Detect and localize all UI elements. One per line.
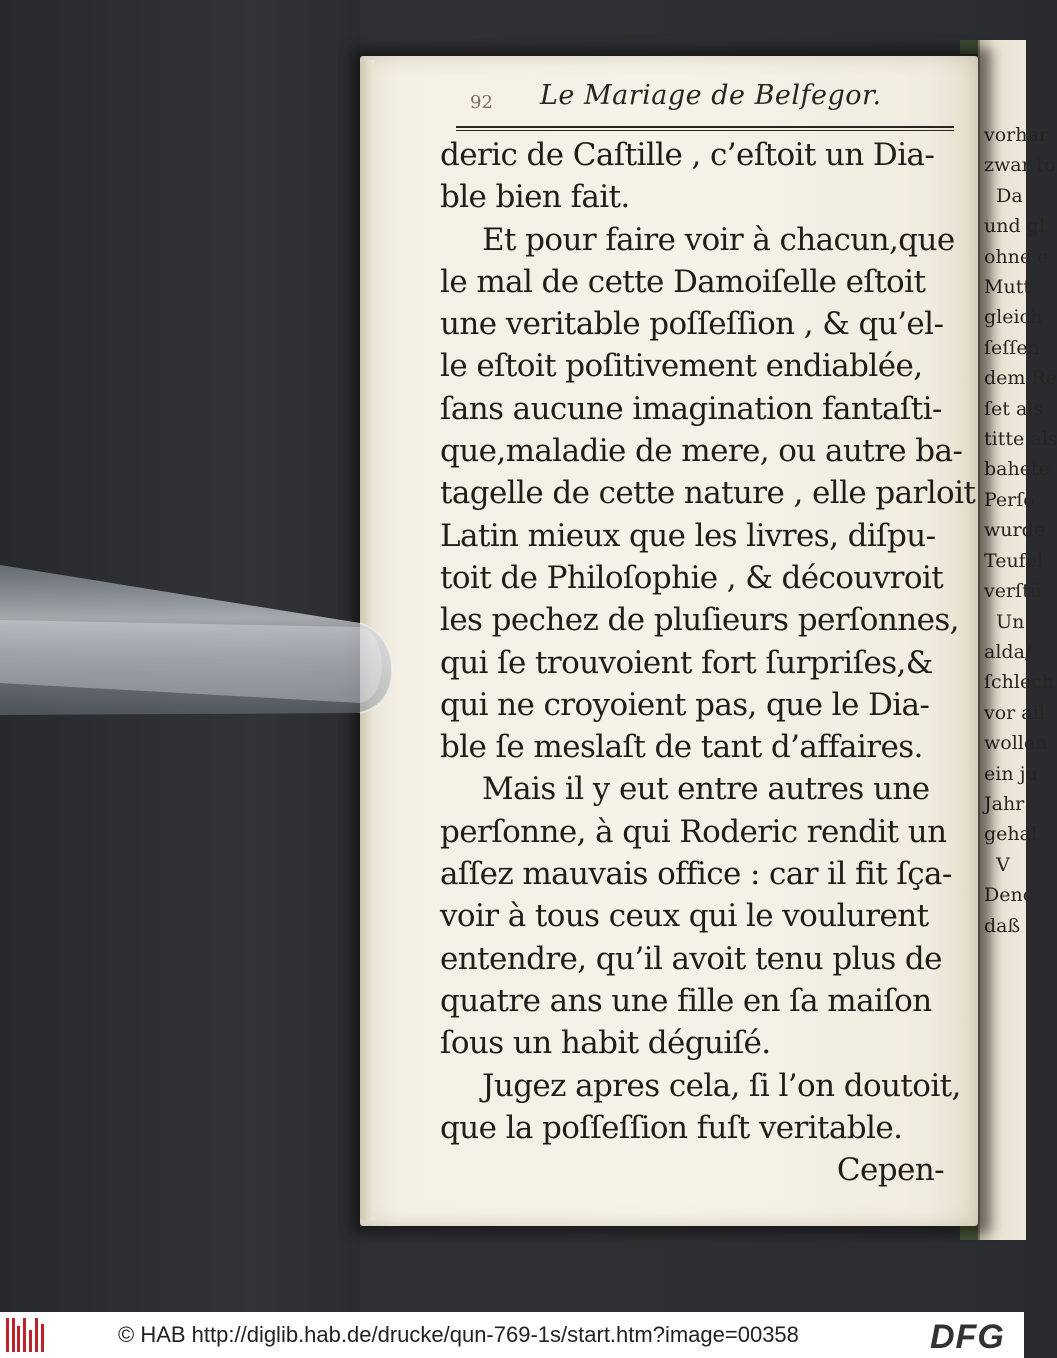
text-line: Et pour faire voir à chacun,que [482, 221, 955, 258]
text-line: toit de Philoſophie , & découvroit [440, 559, 944, 596]
text-line: Jugez apres cela, ſi l’on doutoit, [482, 1067, 961, 1104]
text-line: le mal de cette Damoiſelle eſtoit [440, 263, 926, 300]
text-line: que,maladie de mere, ou autre ba- [440, 433, 963, 470]
text-line: Mais il y eut entre autres une [482, 771, 930, 808]
text-line: une veritable poſſeſſion , & qu’el- [440, 306, 944, 343]
hab-logo-icon [6, 1318, 46, 1352]
text-line: ble bien fait. [440, 179, 630, 216]
text-line: tagelle de cette nature , elle parloit [440, 475, 976, 512]
text-line: que la poſſeſſion fuſt veritable. [440, 1109, 903, 1146]
page-body-text [440, 134, 976, 1191]
footer-copyright-url[interactable]: © HAB http://diglib.hab.de/drucke/qun-769-1s/start.htm?image=00358 [118, 1322, 799, 1347]
text-line: quatre ans une fille en ſa maiſon [440, 982, 932, 1019]
text-line: deric de Caſtille , c’eſtoit un Dia- [440, 137, 935, 173]
page-clamp-glass-weight [0, 565, 392, 715]
text-line: ſous un habit déguiſé. [440, 1025, 771, 1062]
facing-page-text: vorhar zwar to Da und gl ohne e Mutt gleich ſeſſen dem Re ſet als titte als bahete Perſo wurde Teufel verſtü Un alda/ ſchlech vor all wollen ein ju Jahr gehal V Denc daß [984, 124, 1057, 937]
text-line: qui ſe trouvoient fort ſurpriſes,& [440, 644, 933, 681]
text-line: ſans aucune imagination fantaſti- [440, 390, 942, 427]
text-line: aſſez mauvais office : car il fit ſça- [440, 856, 952, 893]
text-line: les pechez de pluſieurs perſonnes, [440, 602, 959, 639]
text-line: perſonne, à qui Roderic rendit un [440, 813, 947, 850]
text-line: Latin mieux que les livres, diſpu- [440, 517, 936, 554]
text-line: qui ne croyoient pas, que le Dia- [440, 686, 930, 723]
text-line: ble ſe meslaſt de tant d’affaires. [440, 729, 923, 766]
text-line: Cepen- [836, 1152, 944, 1189]
running-head: Le Mariage de Belfegor. [540, 80, 882, 111]
head-rule [456, 126, 954, 131]
text-line: le eſtoit poſitivement endiablée, [440, 348, 923, 385]
text-line: entendre, qu’il avoit tenu plus de [440, 940, 942, 977]
page-number: 92 [470, 92, 493, 113]
dfg-logo: DFG [930, 1318, 1005, 1356]
text-line: voir à tous ceux qui le voulurent [440, 898, 929, 935]
